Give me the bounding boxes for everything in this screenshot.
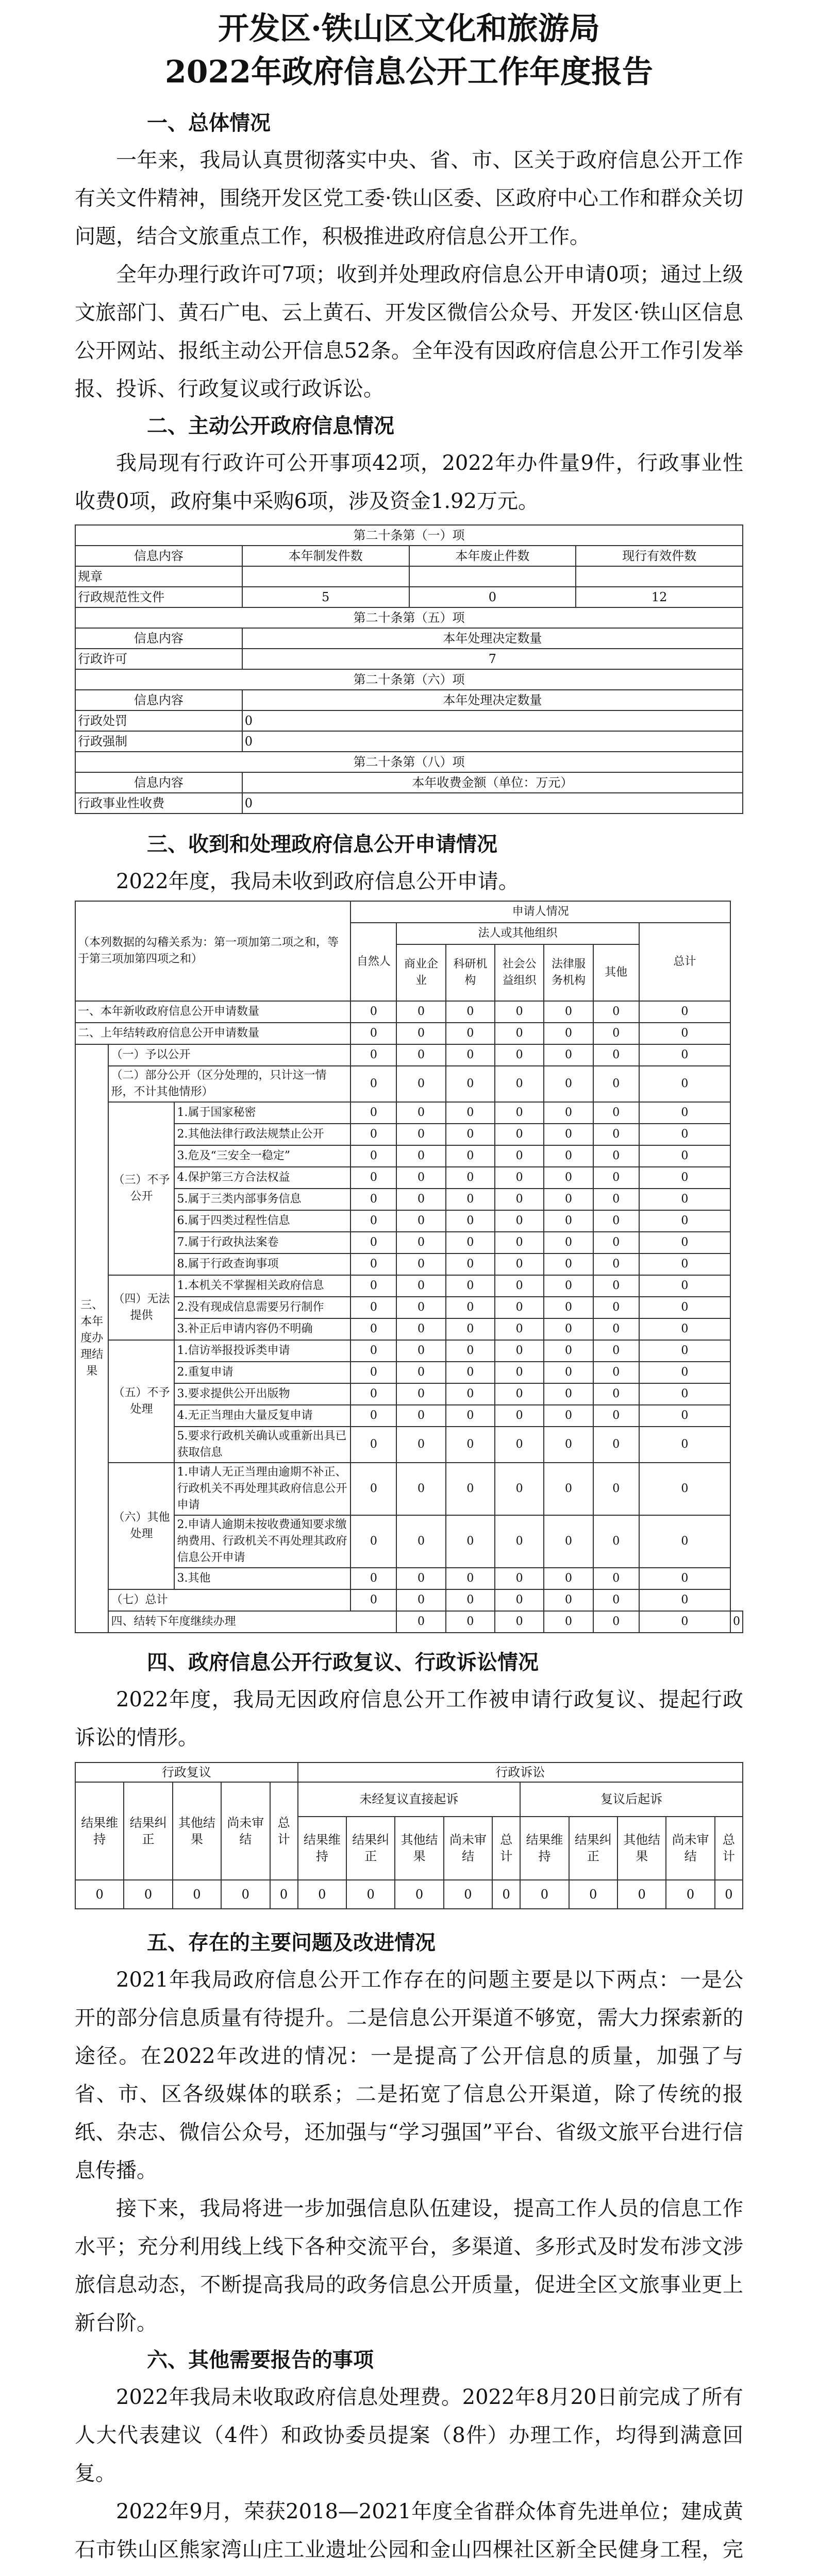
cell-value: 0 [446, 1405, 495, 1427]
cell-value: 0 [495, 1102, 544, 1124]
review-upheld: 结果维持 [75, 1782, 124, 1880]
cell-value: 0 [593, 1210, 639, 1232]
cell-value: 0 [593, 1167, 639, 1189]
cell-value: 0 [396, 1362, 445, 1383]
cell-value: 0 [593, 1297, 639, 1318]
row-internal-affairs: 5.属于三类内部事务信息 [174, 1189, 350, 1210]
cell-value: 0 [495, 1189, 544, 1210]
cell-value: 0 [396, 1210, 445, 1232]
cell-value: 0 [495, 1145, 544, 1167]
row-duplicate: 2.重复申请 [174, 1362, 350, 1383]
section-5-paragraph-1: 2021年我局政府信息公开工作存在的问题主要是以下两点：一是公开的部分信息质量有待提升。二是信息公开渠道不够宽，需大力探索新的途径。在2022年改进的情况：一是提高了公开信息的质量，加强了与省、市、区各级媒体的联系；二是拓宽了信息公开渠道，除了传统的报纸、杂志、微信公众号，还加强与“学习强国”平台、省级文旅平台进行信息传播。 [75, 1968, 743, 2182]
cell-value: 0 [396, 1145, 445, 1167]
cell-value: 0 [446, 1318, 495, 1340]
row-enforcement-files: 7.属于行政执法案卷 [174, 1232, 350, 1253]
after-total: 总计 [715, 1817, 743, 1880]
cell-value: 0 [544, 1515, 593, 1568]
cell-value: 0 [593, 1044, 639, 1066]
cell-value: 0 [544, 1568, 593, 1589]
col-content: 信息内容 [75, 690, 242, 710]
col-research: 科研机构 [446, 944, 495, 1001]
article-20-6-header: 第二十条第（六）项 [75, 669, 743, 690]
cell-value: 0 [569, 1880, 617, 1909]
row-no-correction: 1.申请人无正当理由逾期不补正、行政机关不再处理其政府信息公开申请 [174, 1463, 350, 1515]
title-line-2: 2022年政府信息公开工作年度报告 [165, 54, 653, 90]
lawsuit-header: 行政诉讼 [298, 1762, 743, 1782]
cell-value: 0 [446, 1124, 495, 1145]
cell-value: 0 [446, 1427, 495, 1463]
cell-value: 0 [617, 1880, 666, 1909]
cell-value: 0 [396, 1611, 445, 1633]
cell-value: 0 [350, 1427, 396, 1463]
cell-value: 0 [173, 1880, 221, 1909]
cell-value: 0 [639, 1427, 730, 1463]
cell-value: 0 [544, 1023, 593, 1044]
fee-amount: 0 [242, 793, 743, 814]
row-other: 3.其他 [174, 1568, 350, 1589]
cell-value: 0 [396, 1568, 445, 1589]
row-carried-over: 二、上年结转政府信息公开申请数量 [75, 1023, 350, 1044]
row-not-held: 1.本机关不掌握相关政府信息 [174, 1275, 350, 1297]
col-legal-service: 法律服务机构 [544, 944, 593, 1001]
cell-value: 0 [639, 1023, 730, 1044]
cell-value: 0 [544, 1001, 593, 1023]
direct-lawsuit-header: 未经复议直接起诉 [298, 1782, 521, 1817]
section-6-heading: 六、其他需要报告的事项 [147, 2348, 374, 2372]
permit-count: 7 [242, 649, 743, 669]
row-process-info: 6.属于四类过程性信息 [174, 1210, 350, 1232]
row-unclear: 3.补正后申请内容仍不明确 [174, 1318, 350, 1340]
row-new-applications: 一、本年新收政府信息公开申请数量 [75, 1001, 350, 1023]
row-normative-docs: 行政规范性文件 [75, 587, 242, 607]
col-content: 信息内容 [75, 772, 242, 793]
cell-value: 0 [396, 1253, 445, 1275]
enforcement-count: 0 [242, 731, 743, 752]
cell-value: 0 [639, 1044, 730, 1066]
cell-value: 0 [446, 1232, 495, 1253]
cell-value: 0 [396, 1275, 445, 1297]
review-total: 总计 [270, 1782, 298, 1880]
cell-value: 0 [446, 1611, 495, 1633]
review-header: 行政复议 [75, 1762, 298, 1782]
cell-value: 0 [495, 1124, 544, 1145]
cell-value: 0 [350, 1340, 396, 1362]
cell-value: 0 [495, 1297, 544, 1318]
cell-value: 0 [593, 1318, 639, 1340]
cell-value: 0 [593, 1463, 639, 1515]
cell-value: 0 [639, 1297, 730, 1318]
cell-value: 0 [446, 1189, 495, 1210]
cell-value: 0 [666, 1880, 714, 1909]
section-6-paragraph-1: 2022年我局未收取政府信息处理费。2022年8月20日前完成了所有人大代表建议（4件）和政协委员提案（8件）办理工作，均得到满意回复。 [75, 2385, 743, 2485]
cell-value: 0 [350, 1383, 396, 1405]
article-20-5-header: 第二十条第（五）项 [75, 607, 743, 628]
cell-value: 0 [544, 1044, 593, 1066]
cell-value: 0 [446, 1515, 495, 1568]
cell-value: 0 [396, 1102, 445, 1124]
cell-value: 0 [395, 1880, 443, 1909]
cell-value: 0 [639, 1253, 730, 1275]
row-partial: （二）部分公开（区分处理的，只计这一情形，不计其他情形） [108, 1066, 350, 1102]
cell-value: 0 [396, 1023, 445, 1044]
cell-value: 0 [544, 1318, 593, 1340]
cell-value: 0 [639, 1340, 730, 1362]
cell-value: 0 [593, 1189, 639, 1210]
cell-value: 0 [593, 1340, 639, 1362]
cell-value: 0 [350, 1210, 396, 1232]
row-rules: 规章 [75, 566, 242, 587]
cell-value: 0 [350, 1405, 396, 1427]
cell-value: 0 [350, 1189, 396, 1210]
cell-value: 0 [346, 1880, 395, 1909]
review-lawsuit-table [75, 1762, 743, 1909]
cell-value: 0 [350, 1232, 396, 1253]
after-pending: 尚未审结 [666, 1817, 714, 1880]
cell-value: 0 [495, 1044, 544, 1066]
cell-value: 0 [396, 1124, 445, 1145]
cell-value: 0 [639, 1463, 730, 1515]
cell-value: 0 [298, 1880, 346, 1909]
cell-value: 0 [593, 1383, 639, 1405]
article-20-1-header: 第二十条第（一）项 [75, 525, 743, 546]
col-other: 其他 [593, 944, 639, 1001]
cell-value: 0 [593, 1589, 639, 1611]
review-corrected: 结果纠正 [124, 1782, 172, 1880]
cell-value: 0 [446, 1253, 495, 1275]
cell-value: 0 [495, 1167, 544, 1189]
application-handling-table [75, 901, 743, 1633]
col-content: 信息内容 [75, 628, 242, 649]
row-law-prohibited: 2.其他法律行政法规禁止公开 [174, 1124, 350, 1145]
cell-value: 0 [350, 1001, 396, 1023]
cell-value: 0 [446, 1044, 495, 1066]
cell-value: 0 [446, 1023, 495, 1044]
direct-corrected: 结果纠正 [346, 1817, 395, 1880]
cell-value: 0 [593, 1427, 639, 1463]
section-2-heading: 二、主动公开政府信息情况 [147, 414, 394, 438]
row-need-produce: 2.没有现成信息需要另行制作 [174, 1297, 350, 1318]
group-not-processed: （五）不予处理 [108, 1340, 174, 1463]
cell-value: 0 [396, 1044, 445, 1066]
article-20-8-header: 第二十条第（八）项 [75, 752, 743, 772]
cell-value: 0 [396, 1167, 445, 1189]
cell-value: 0 [396, 1340, 445, 1362]
section-1-heading: 一、总体情况 [147, 111, 271, 135]
cell-value: 0 [495, 1405, 544, 1427]
cell-value: 0 [544, 1383, 593, 1405]
cell-value: 0 [396, 1427, 445, 1463]
cell-value: 0 [544, 1340, 593, 1362]
cell-value: 0 [350, 1589, 396, 1611]
row-security: 3.危及“三安全一稳定” [174, 1145, 350, 1167]
row-results-total: （七）总计 [108, 1589, 350, 1611]
cell-value: 0 [639, 1102, 730, 1124]
row-query-items: 8.属于行政查询事项 [174, 1253, 350, 1275]
cell-value: 0 [396, 1189, 445, 1210]
cell-value: 0 [639, 1405, 730, 1427]
row-results-header: 三、本年度办理结果 [75, 1044, 108, 1633]
row-publications: 3.要求提供公开出版物 [174, 1383, 350, 1405]
cell-value: 0 [350, 1044, 396, 1066]
cell-value: 0 [639, 1383, 730, 1405]
cell-value: 0 [544, 1427, 593, 1463]
cell-value: 0 [495, 1515, 544, 1568]
cell-value: 0 [639, 1145, 730, 1167]
row-third-party: 4.保护第三方合法权益 [174, 1167, 350, 1189]
cell-value: 0 [593, 1124, 639, 1145]
cell-value: 0 [520, 1880, 569, 1909]
cell-value: 0 [593, 1611, 639, 1633]
after-upheld: 结果维持 [520, 1817, 569, 1880]
cell-value: 0 [495, 1383, 544, 1405]
cell-value: 0 [350, 1297, 396, 1318]
direct-total: 总计 [492, 1817, 520, 1880]
col-decision-count: 本年处理决定数量 [242, 690, 743, 710]
section-1-paragraph-2: 全年办理行政许可7项；收到并处理政府信息公开申请0项；通过上级文旅部门、黄石广电、云上黄石、开发区微信公众号、开发区·铁山区信息公开网站、报纸主动公开信息52条。全年没有因政府信息公开工作引发举报、投诉、行政复议或行政诉讼。 [75, 263, 743, 401]
cell-value: 0 [544, 1611, 593, 1633]
section-3-heading: 三、收到和处理政府信息公开申请情况 [147, 833, 497, 856]
cell-value: 0 [495, 1362, 544, 1383]
row-carry-forward: 四、结转下年度继续办理 [108, 1611, 396, 1633]
cell-value: 0 [544, 1589, 593, 1611]
cell-value: 0 [639, 1232, 730, 1253]
cell-value: 0 [593, 1145, 639, 1167]
cell-value: 0 [639, 1611, 730, 1633]
cell-value: 0 [350, 1124, 396, 1145]
row-unpaid-fee: 2.申请人逾期未按收费通知要求缴纳费用、行政机关不再处理其政府信息公开申请 [174, 1515, 350, 1568]
section-5-heading: 五、存在的主要问题及改进情况 [147, 1931, 436, 1955]
cell-value: 0 [544, 1232, 593, 1253]
after-review-header: 复议后起诉 [520, 1782, 743, 1817]
after-corrected: 结果纠正 [569, 1817, 617, 1880]
cell-value: 0 [593, 1253, 639, 1275]
cell-value: 0 [446, 1001, 495, 1023]
review-pending: 尚未审结 [221, 1782, 270, 1880]
group-not-disclosed: （三）不予公开 [108, 1102, 174, 1275]
cell-value: 0 [396, 1001, 445, 1023]
col-decision-count: 本年处理决定数量 [242, 628, 743, 649]
cell-value: 0 [495, 1318, 544, 1340]
col-content: 信息内容 [75, 546, 242, 566]
section-2-paragraph-1: 我局现有行政许可公开事项42项，2022年办件量9件，行政事业性收费0项，政府集中采购6项，涉及资金1.92万元。 [75, 451, 743, 513]
col-valid: 现行有效件数 [576, 546, 743, 566]
cell-value: 0 [396, 1066, 445, 1102]
cell-value: 0 [350, 1515, 396, 1568]
cell-value: 0 [544, 1189, 593, 1210]
cell-value: 0 [639, 1362, 730, 1383]
cell-value: 0 [446, 1589, 495, 1611]
cell-value: 0 [75, 1880, 124, 1909]
col-legal-org: 法人或其他组织 [396, 923, 639, 944]
cell-value: 0 [593, 1275, 639, 1297]
cell-value: 0 [350, 1102, 396, 1124]
cell-value: 0 [639, 1515, 730, 1568]
cell-value: 0 [544, 1210, 593, 1232]
cell-value: 0 [495, 1023, 544, 1044]
cell-value: 0 [444, 1880, 492, 1909]
col-business: 商业企业 [396, 944, 445, 1001]
cell-value: 0 [495, 1066, 544, 1102]
group-other-handling: （六）其他处理 [108, 1463, 174, 1589]
cell-value: 0 [544, 1297, 593, 1318]
cell-value: 0 [446, 1383, 495, 1405]
cell-value: 0 [593, 1102, 639, 1124]
cell-value: 0 [639, 1318, 730, 1340]
cell-value: 0 [396, 1232, 445, 1253]
cell-value: 0 [495, 1210, 544, 1232]
norms-made: 5 [242, 587, 409, 607]
cell-value: 0 [593, 1066, 639, 1102]
cell-value: 0 [446, 1145, 495, 1167]
norms-abolished: 0 [409, 587, 576, 607]
section-4-paragraph-1: 2022年度，我局无因政府信息公开工作被申请行政复议、提起行政诉讼的情形。 [75, 1688, 743, 1750]
row-penalty: 行政处罚 [75, 710, 242, 731]
cell-value: 0 [396, 1405, 445, 1427]
row-petition: 1.信访举报投诉类申请 [174, 1340, 350, 1362]
col-abolished: 本年废止件数 [409, 546, 576, 566]
cell-value: 0 [544, 1145, 593, 1167]
cell-value: 0 [495, 1611, 544, 1633]
cell-value: 0 [124, 1880, 172, 1909]
cell-value: 0 [446, 1066, 495, 1102]
cell-value: 0 [396, 1383, 445, 1405]
row-repeated-mass: 4.无正当理由大量反复申请 [174, 1405, 350, 1427]
cell-value: 0 [446, 1102, 495, 1124]
cell-value: 0 [495, 1275, 544, 1297]
cell-value: 0 [446, 1362, 495, 1383]
cell-value: 0 [639, 1124, 730, 1145]
cell-value: 0 [446, 1463, 495, 1515]
cell-value: 0 [495, 1253, 544, 1275]
cell-value: 0 [350, 1463, 396, 1515]
cell-value: 0 [446, 1568, 495, 1589]
col-natural-person: 自然人 [350, 923, 396, 1001]
row-enforcement: 行政强制 [75, 731, 242, 752]
cell-value: 0 [639, 1066, 730, 1102]
cell-value: 0 [495, 1001, 544, 1023]
cell-value: 0 [350, 1318, 396, 1340]
cell-value: 0 [495, 1463, 544, 1515]
cell-value: 0 [544, 1405, 593, 1427]
row-state-secret: 1.属于国家秘密 [174, 1102, 350, 1124]
cell-value: 0 [350, 1253, 396, 1275]
cell-value: 0 [593, 1568, 639, 1589]
section-1-paragraph-1: 一年来，我局认真贯彻落实中央、省、市、区关于政府信息公开工作有关文件精神，围绕开发区党工委·铁山区委、区政府中心工作和群众关切问题，结合文旅重点工作，积极推进政府信息公开工作。 [75, 148, 743, 248]
proactive-disclosure-table [75, 524, 743, 814]
cell-value: 0 [593, 1232, 639, 1253]
cell-value: 0 [639, 1001, 730, 1023]
section-5-paragraph-2: 接下来，我局将进一步加强信息队伍建设，提高工作人员的信息工作水平；充分利用线上线下各种交流平台，多渠道、多形式及时发布涉文涉旅信息动态，不断提高我局的政务信息公开质量，促进全区文旅事业更上新台阶。 [75, 2197, 743, 2335]
cell-value: 0 [350, 1066, 396, 1102]
cell-value: 0 [270, 1880, 298, 1909]
cell-value: 0 [350, 1023, 396, 1044]
cell-value: 0 [495, 1427, 544, 1463]
cell-value: 0 [593, 1362, 639, 1383]
table-corner-note: （本列数据的勾稽关系为：第一项加第二项之和，等于第三项加第四项之和） [75, 901, 350, 1001]
cell-value: 0 [544, 1167, 593, 1189]
cell-value: 0 [446, 1297, 495, 1318]
col-made: 本年制发件数 [242, 546, 409, 566]
cell-value: 0 [593, 1001, 639, 1023]
cell-value: 0 [396, 1297, 445, 1318]
direct-pending: 尚未审结 [444, 1817, 492, 1880]
section-6-paragraph-2: 2022年9月，荣获2018—2021年度全省群众体育先进单位；建成黄石市铁山区熊家湾山庄工业遗址公园和金山四棵社区新全民健身工程，完 [75, 2500, 743, 2562]
row-disclosed: （一）予以公开 [108, 1044, 350, 1066]
cell-value: 0 [544, 1253, 593, 1275]
row-reconfirm: 5.要求行政机关确认或重新出具已获取信息 [174, 1427, 350, 1463]
cell-value: 0 [446, 1275, 495, 1297]
cell-value: 0 [544, 1102, 593, 1124]
title-line-1: 开发区·铁山区文化和旅游局 [218, 11, 600, 47]
cell-value: 0 [593, 1515, 639, 1568]
cell-value: 0 [396, 1318, 445, 1340]
direct-upheld: 结果维持 [298, 1817, 346, 1880]
cell-value: 0 [350, 1362, 396, 1383]
cell-value: 0 [544, 1362, 593, 1383]
row-permit: 行政许可 [75, 649, 242, 669]
cell-value: 0 [350, 1167, 396, 1189]
cell-value: 0 [544, 1124, 593, 1145]
col-fee-amount: 本年收费金额（单位：万元） [242, 772, 743, 793]
cell-value: 0 [593, 1023, 639, 1044]
cell-value: 0 [730, 1611, 743, 1633]
cell-value: 0 [495, 1568, 544, 1589]
cell-value: 0 [446, 1210, 495, 1232]
cell-value: 0 [544, 1275, 593, 1297]
cell-value: 0 [350, 1145, 396, 1167]
review-other: 其他结果 [173, 1782, 221, 1880]
cell-value: 0 [639, 1210, 730, 1232]
row-admin-fee: 行政事业性收费 [75, 793, 242, 814]
cell-value: 0 [715, 1880, 743, 1909]
direct-other: 其他结果 [395, 1817, 443, 1880]
cell-value: 0 [396, 1515, 445, 1568]
applicant-header: 申请人情况 [350, 901, 730, 923]
cell-value: 0 [639, 1189, 730, 1210]
cell-value: 0 [350, 1275, 396, 1297]
cell-value: 0 [350, 1568, 396, 1589]
penalty-count: 0 [242, 710, 743, 731]
section-3-paragraph-1: 2022年度，我局未收到政府信息公开申请。 [116, 870, 519, 893]
cell-value: 0 [495, 1589, 544, 1611]
cell-value: 0 [639, 1275, 730, 1297]
col-total: 总计 [639, 923, 730, 1001]
cell-value: 0 [221, 1880, 270, 1909]
cell-value: 0 [639, 1167, 730, 1189]
section-4-heading: 四、政府信息公开行政复议、行政诉讼情况 [147, 1651, 539, 1674]
cell-value: 0 [544, 1066, 593, 1102]
cell-value: 0 [544, 1463, 593, 1515]
cell-value: 0 [396, 1463, 445, 1515]
norms-valid: 12 [576, 587, 743, 607]
cell-value: 0 [593, 1405, 639, 1427]
col-social: 社会公益组织 [495, 944, 544, 1001]
cell-value: 0 [446, 1340, 495, 1362]
cell-value: 0 [639, 1568, 730, 1589]
cell-value: 0 [495, 1232, 544, 1253]
after-other: 其他结果 [617, 1817, 666, 1880]
cell-value: 0 [639, 1589, 730, 1611]
group-unable: （四）无法提供 [108, 1275, 174, 1340]
cell-value: 0 [492, 1880, 520, 1909]
cell-value: 0 [446, 1167, 495, 1189]
cell-value: 0 [495, 1340, 544, 1362]
cell-value: 0 [396, 1589, 445, 1611]
